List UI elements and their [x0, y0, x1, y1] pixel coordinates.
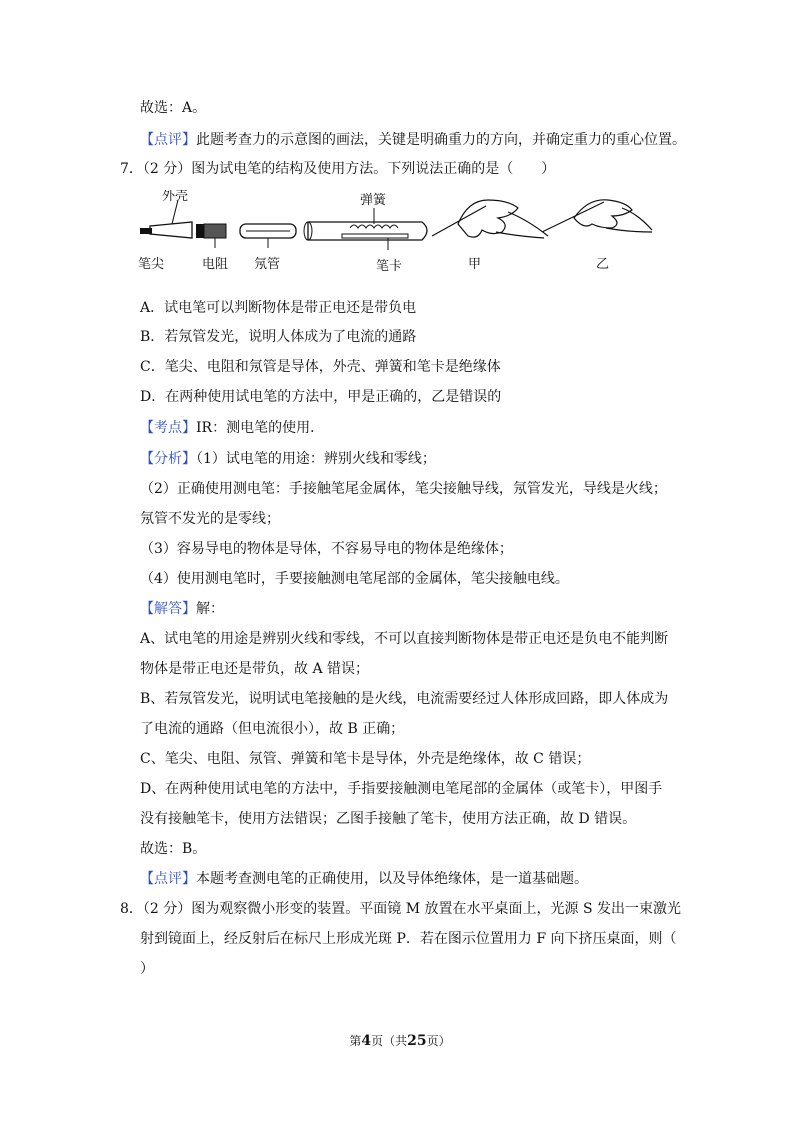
option-b: B．若氖管发光，说明人体成为了电流的通路	[140, 329, 417, 345]
page-footer: 第4页（共25页）	[349, 1033, 451, 1049]
hand-yi-figure	[542, 200, 652, 232]
kaodian-text: IR：测电笔的使用．	[196, 420, 325, 436]
fenxi-line-4: （4）使用测电笔时，手要接触测电笔尾部的金属体，笔尖接触电线。	[140, 571, 569, 587]
question-8-line-1: 8．（2 分）图为观察微小形变的装置。平面镜 M 放置在水平桌面上，光源 S 发出一束激光	[120, 901, 681, 917]
jieda-d-1: D、在两种使用试电笔的方法中，手指要接触测电笔尾部的金属体（或笔卡），甲图手	[140, 781, 663, 797]
page-total: 25	[407, 1033, 427, 1049]
label-yi: 乙	[596, 257, 610, 272]
pen-tip-shell	[140, 200, 192, 238]
jieda-c: C、笔尖、电阻、氖管、弹簧和笔卡是导体，外壳是绝缘体，故 C 错误；	[140, 751, 591, 767]
pen-body-part	[304, 208, 427, 250]
label-tip: 笔尖	[138, 257, 165, 272]
neon-tube-part	[240, 224, 296, 248]
answer-line: 故选：A。	[140, 100, 207, 116]
label-shell: 外壳	[162, 190, 189, 204]
hand-jia-figure	[432, 200, 548, 238]
fenxi-line	[140, 449, 436, 469]
guxuan-line: 故选：B。	[140, 841, 207, 857]
option-a: A．试电笔可以判断物体是带正电还是带负电	[140, 300, 417, 316]
question-7: 7．（2 分）图为试电笔的结构及使用方法。下列说法正确的是（ ）	[120, 161, 556, 177]
resistor-part	[196, 224, 226, 248]
jieda-b-1: B、若氖管发光，说明试电笔接触的是火线，电流需要经过人体形成回路，即人体成为	[140, 691, 669, 707]
comment-tag: 【点评】	[140, 132, 196, 148]
kaodian-line	[140, 418, 324, 438]
pingping-text: 本题考查测电笔的正确使用，以及导体绝缘体，是一道基础题。	[196, 871, 588, 887]
question-8-line-3: ）	[140, 961, 154, 977]
option-d: D．在两种使用试电笔的方法中，甲是正确的，乙是错误的	[140, 389, 502, 405]
label-resistor: 电阻	[202, 257, 229, 272]
jieda-text: 解：	[196, 601, 224, 617]
jieda-tag: 【解答】	[140, 601, 196, 617]
pingping-tag: 【点评】	[140, 871, 196, 887]
jieda-b-2: 了电流的通路（但电流很小），故 B 正确；	[140, 721, 405, 737]
jieda-d-2: 没有接触笔卡，使用方法错误；乙图手接触了笔卡，使用方法正确，故 D 错误。	[140, 811, 637, 827]
kaodian-tag: 【考点】	[140, 420, 196, 436]
comment-text: 此题考查力的示意图的画法，关键是明确重力的方向，并确定重力的重心位置。	[196, 132, 686, 148]
fenxi-line-2: （2）正确使用测电笔：手接触笔尾金属体，笔尖接触导线，氖管发光，导线是火线；	[140, 481, 667, 497]
fenxi-text: （1）试电笔的用途：辨别火线和零线；	[196, 451, 436, 467]
label-spring: 弹簧	[360, 193, 387, 208]
comment-line	[140, 130, 686, 150]
label-clip: 笔卡	[376, 259, 403, 272]
fenxi-line-3: （3）容易导电的物体是导体，不容易导电的物体是绝缘体；	[140, 541, 513, 557]
fenxi-line-2b: 氖管不发光的是零线；	[140, 511, 280, 527]
jieda-a-2: 物体是带正电还是带负，故 A 错误；	[140, 661, 370, 677]
jieda-line	[140, 599, 224, 619]
label-jia: 甲	[468, 257, 482, 272]
question-8-line-2: 射到镜面上，经反射后在标尺上形成光斑 P．若在图示位置用力 F 向下挤压桌面，则（	[140, 931, 677, 947]
fenxi-tag: 【分析】	[140, 451, 196, 467]
page-number: 4	[361, 1033, 372, 1049]
jieda-a-1: A、试电笔的用途是辨别火线和零线，不可以直接判断物体是带正电还是负电不能判断	[140, 631, 669, 647]
pingping-line	[140, 869, 588, 889]
option-c: C．笔尖、电阻和氖管是导体，外壳、弹簧和笔卡是绝缘体	[140, 359, 501, 375]
label-neon: 氖管	[254, 257, 281, 272]
test-pen-diagram	[136, 190, 656, 272]
